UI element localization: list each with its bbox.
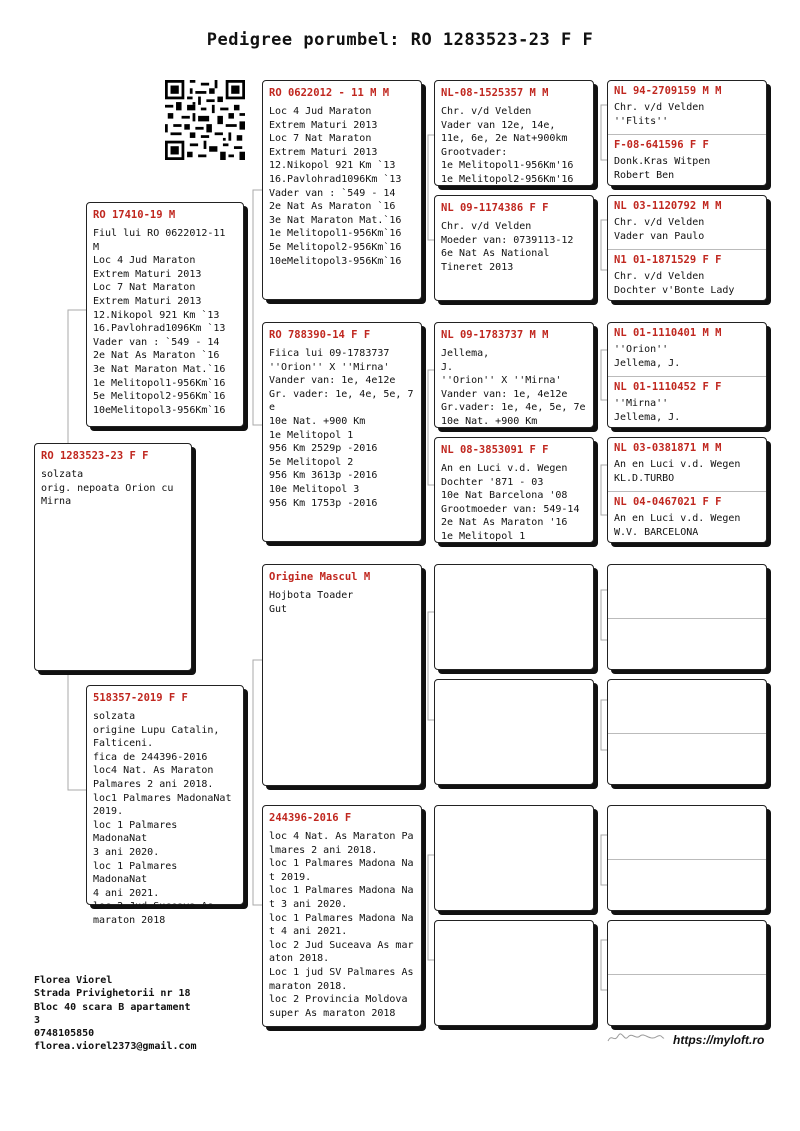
pigeon-card-subject[interactable] [34, 443, 192, 671]
pigeon-card-gen3-2[interactable] [434, 195, 594, 301]
pigeon-notes: Chr. v/d Velden Vader van Paulo [614, 217, 705, 242]
ring-number: NL 09-1174386 F F [441, 202, 549, 214]
pigeon-card-gen3-6[interactable] [434, 679, 594, 785]
pigeon-notes: ''Orion'' Jellema, J. [614, 344, 681, 369]
ring-number: RO 17410-19 M [93, 209, 176, 221]
pigeon-notes: loc 4 Nat. As Maraton Pa lmares 2 ani 2018. loc 1 Palmares Madona Na t 2019. loc 1 Palmares Madona Na t 3 ani 2020. loc 1 Palmares Madona Na t 4 ani 2021. loc 2 Jud Suceava As mar aton 2018. Loc 1 jud SV Palmares As maraton 2018. loc 2 Provincia Moldova super As maraton 2018 [269, 831, 414, 1019]
pigeon-card-gen4-group-3[interactable] [607, 322, 767, 428]
myloft-logo-icon [606, 1031, 666, 1045]
ring-number: NL 94-2709159 M M [614, 85, 722, 97]
page-title: Pedigree porumbel: RO 1283523-23 F F [206, 30, 594, 50]
ring-number: NL 01-1110452 F F [614, 381, 722, 393]
pigeon-card-sire-dam[interactable] [262, 322, 422, 542]
ring-number: NL 08-3853091 F F [441, 444, 549, 456]
ring-number: NL 03-0381871 M M [614, 442, 722, 454]
pigeon-card-gen4-group-6[interactable] [607, 679, 767, 785]
pigeon-notes: Fiica lui 09-1783737 ''Orion'' X ''Mirna' Vander van: 1e, 4e12e Gr. vader: 1e, 4e, 5e, 7 e 10e Nat. +900 Km 1e Melitopol 1 956 Km 2529p -2016 5e Melitopol 2 956 Km 3613p -2016 10e Melitopol 3 956 Km 1753p -2016 [269, 348, 414, 509]
pigeon-notes: Chr. v/d Velden Vader van 12e, 14e, 11e, 6e, 2e Nat+900km Grootvader: 1e Melitopol1-956Km'16 1e Melitopol2-956Km'16 [441, 106, 574, 185]
pigeon-card-gen3-5[interactable] [434, 564, 594, 670]
pigeon-notes: An en Luci v.d. Wegen W.V. BARCELONA [614, 513, 741, 538]
ring-number: RO 1283523-23 F F [41, 450, 149, 462]
pigeon-card-gen4-group-8[interactable] [607, 920, 767, 1026]
ring-number: NL 03-1120792 M M [614, 200, 722, 212]
website-link[interactable]: https://myloft.ro [673, 1033, 765, 1047]
ring-number: RO 788390-14 F F [269, 329, 371, 341]
pigeon-notes: Hojbota Toader Gut [269, 590, 354, 615]
pigeon-notes: solzata origine Lupu Catalin, Falticeni. fica de 244396-2016 loc4 Nat. As Maraton Palmares 2 ani 2018. loc1 Palmares MadonaNat 2019. loc 1 Palmares MadonaNat 3 ani 2020. loc 1 Palmares MadonaNat 4 ani 2021. loc 2 Jud Suceava As maraton 2018 [93, 711, 232, 926]
pigeon-card-gen3-7[interactable] [434, 805, 594, 911]
ring-number: F-08-641596 F F [614, 139, 709, 151]
pigeon-card-gen3-1[interactable] [434, 80, 594, 186]
ring-number: NL 01-1110401 M M [614, 327, 722, 339]
pigeon-notes: solzata orig. nepoata Orion cu Mirna [41, 469, 174, 508]
pigeon-card-dam-sire[interactable] [262, 564, 422, 786]
pigeon-notes: Chr. v/d Velden ''Flits'' [614, 102, 705, 127]
pigeon-notes: An en Luci v.d. Wegen Dochter '871 - 03 10e Nat Barcelona '08 Grootmoeder van: 549-14 2e Nat As Maraton '16 1e Melitopol 1 [441, 463, 580, 542]
pigeon-notes: Chr. v/d Velden Dochter v'Bonte Lady [614, 271, 735, 296]
ring-number: RO 0622012 - 11 M M [269, 87, 390, 99]
pigeon-card-gen4-group-7[interactable] [607, 805, 767, 911]
pigeon-notes: An en Luci v.d. Wegen KL.D.TURBO [614, 459, 741, 484]
ring-number: NL 04-0467021 F F [614, 496, 722, 508]
pigeon-card-gen3-4[interactable] [434, 437, 594, 543]
pigeon-card-gen3-8[interactable] [434, 920, 594, 1026]
pigeon-notes: Donk.Kras Witpen Robert Ben [614, 156, 711, 181]
ring-number: N1 01-1871529 F F [614, 254, 722, 266]
pigeon-card-dam[interactable] [86, 685, 244, 926]
pigeon-card-sire-sire[interactable] [262, 80, 422, 300]
pigeon-card-gen4-group-2[interactable] [607, 195, 767, 301]
ring-number: NL-08-1525357 M M [441, 87, 549, 99]
owner-contact: Florea Viorel Strada Privighetorii nr 18 Bloc 40 scara B apartament 3 0748105850 florea.viorel2373@gmail.com [34, 975, 197, 1053]
pigeon-card-gen3-3[interactable] [434, 322, 594, 428]
pigeon-card-dam-dam[interactable] [262, 805, 422, 1027]
ring-number: NL 09-1783737 M M [441, 329, 549, 341]
pigeon-card-sire[interactable] [86, 202, 244, 427]
pigeon-card-gen4-group-4[interactable] [607, 437, 767, 543]
pigeon-notes: Chr. v/d Velden Moeder van: 0739113-12 6e Nat As National Tineret 2013 [441, 221, 574, 273]
ring-number: Origine Mascul M [269, 571, 371, 583]
pigeon-notes: Loc 4 Jud Maraton Extrem Maturi 2013 Loc 7 Nat Maraton Extrem Maturi 2013 12.Nikopol 921 Km `13 16.Pavlohrad1096Km `13 Vader van : `549 - 14 2e Nat As Maraton `16 3e Nat Maraton Mat.`16 1e Melitopol1-956Km`16 5e Melitopol2-956Km`16 10eMelitopol3-956Km`16 [269, 106, 402, 267]
pigeon-card-gen4-group-5[interactable] [607, 564, 767, 670]
pigeon-card-gen4-group-1[interactable] [607, 80, 767, 186]
ring-number: 244396-2016 F [269, 812, 352, 824]
pigeon-notes: Fiul lui RO 0622012-11 M Loc 4 Jud Maraton Extrem Maturi 2013 Loc 7 Nat Maraton Extrem Maturi 2013 12.Nikopol 921 Km `13 16.Pavlohrad1096Km `13 Vader van : `549 - 14 2e Nat As Maraton `16 3e Nat Maraton Mat.`16 1e Melitopol1-956Km`16 5e Melitopol2-956Km`16 10eMelitopol3-956Km`16 [93, 228, 226, 416]
pigeon-notes: ''Mirna'' Jellema, J. [614, 398, 681, 423]
pigeon-notes: Jellema, J. ''Orion'' X ''Mirna' Vander van: 1e, 4e12e Gr.vader: 1e, 4e, 5e, 7e 10e Nat. +900 Km [441, 348, 586, 427]
ring-number: 518357-2019 F F [93, 692, 188, 704]
